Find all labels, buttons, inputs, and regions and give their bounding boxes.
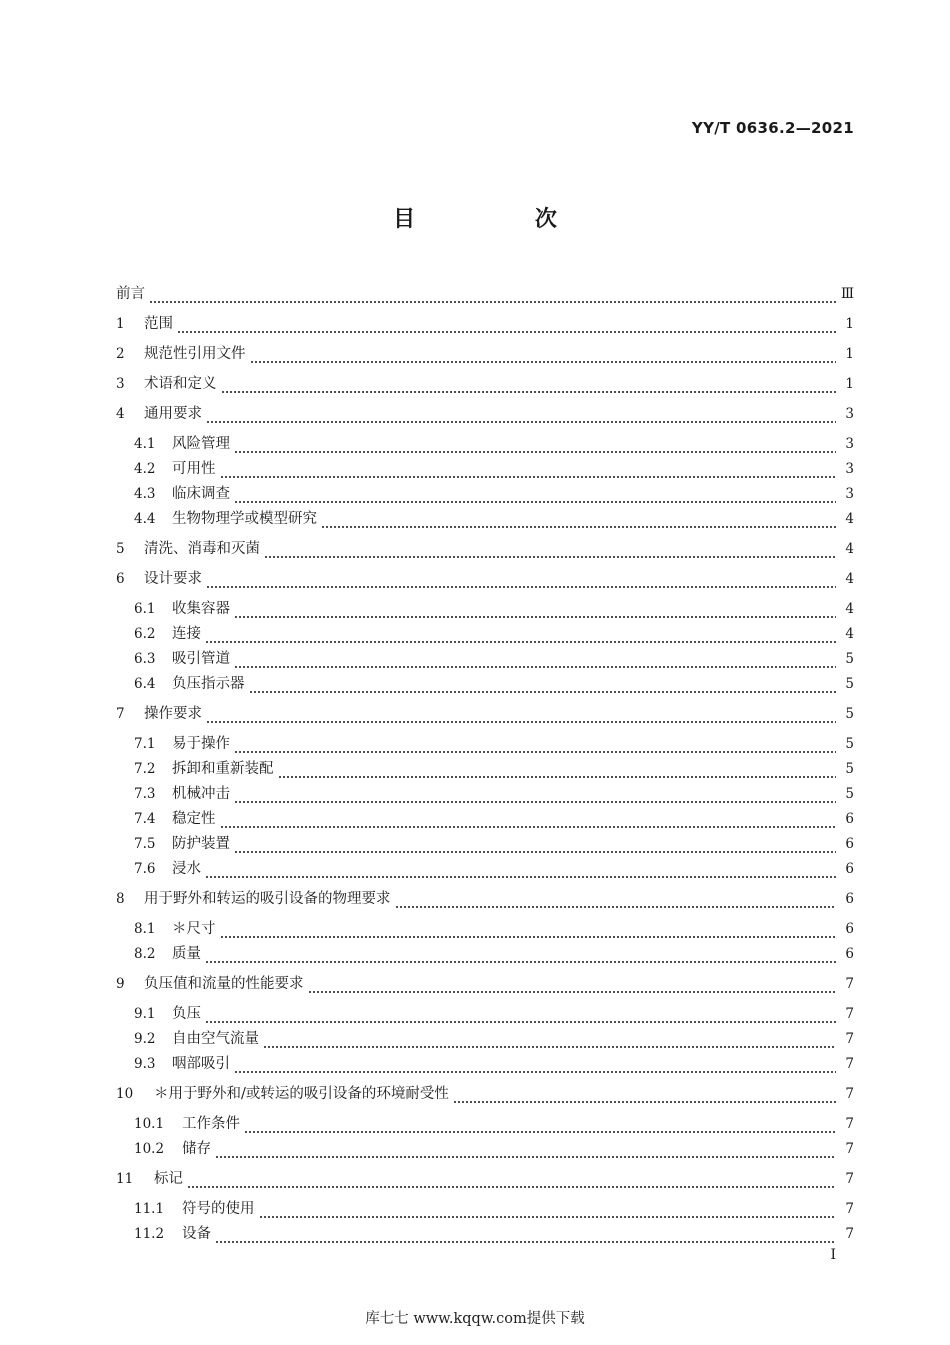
toc-entry-number: 1: [116, 316, 125, 332]
dot-leader: [263, 1043, 836, 1050]
dot-leader: [259, 1213, 837, 1220]
toc-page-number: 5: [845, 736, 854, 752]
toc-page-number: 1: [845, 346, 854, 362]
dot-leader: [187, 1183, 836, 1190]
toc-entry-number: 4.1: [134, 436, 156, 452]
toc-subentry[interactable]: [134, 673, 854, 695]
toc-page-number: 5: [845, 786, 854, 802]
footer-watermark-text: 库七七 www.kqqw.com提供下载: [365, 1311, 585, 1327]
toc-entry-number: 5: [116, 541, 125, 557]
toc-subentry[interactable]: [134, 918, 854, 940]
toc-subentry[interactable]: [134, 733, 854, 755]
toc-page-number: 3: [845, 436, 854, 452]
toc-entry-number: 4.3: [134, 486, 156, 502]
toc-entry-title: 临床调查: [172, 486, 230, 502]
toc-entry-number: 9.3: [134, 1056, 156, 1072]
toc-entry-title: 储存: [182, 1141, 211, 1157]
toc-entry[interactable]: [116, 973, 854, 995]
dot-leader: [206, 583, 836, 590]
toc-subentry[interactable]: [134, 783, 854, 805]
toc-entry-title: 拆卸和重新装配: [172, 761, 274, 777]
dot-leader: [249, 688, 837, 695]
toc-subentry[interactable]: [134, 508, 854, 530]
standard-code: YY/T 0636.2—2021: [691, 119, 854, 137]
dot-leader: [395, 903, 837, 910]
toc-entry-number: 8: [116, 891, 125, 907]
toc-subentry[interactable]: [134, 808, 854, 830]
toc-entry-number: 8.1: [134, 921, 156, 937]
toc-page-number: 4: [845, 541, 854, 557]
dot-leader: [234, 848, 836, 855]
toc-entry-number: 7.3: [134, 786, 156, 802]
toc-page-number: 7: [845, 1056, 854, 1072]
toc-entry-number: 4.4: [134, 511, 156, 527]
toc-entry-title: 生物物理学或模型研究: [172, 511, 317, 527]
toc-entry-title: 范围: [144, 316, 173, 332]
dot-leader: [234, 798, 836, 805]
page-number: I: [830, 1247, 836, 1263]
toc-entry-number: 4.2: [134, 461, 156, 477]
toc-subentry[interactable]: [134, 1138, 854, 1160]
toc-entry[interactable]: [116, 1083, 854, 1105]
dot-leader: [234, 498, 836, 505]
toc-page-number: 4: [845, 511, 854, 527]
toc-page-number: 6: [845, 946, 854, 962]
dot-leader: [264, 553, 836, 560]
toc-page-number: 3: [845, 461, 854, 477]
toc-entry[interactable]: [116, 538, 854, 560]
dot-leader: [205, 1018, 836, 1025]
toc-page-number: 4: [845, 571, 854, 587]
dot-leader: [220, 473, 837, 480]
toc-entry-title: 可用性: [172, 461, 216, 477]
toc-entry[interactable]: [116, 568, 854, 590]
toc-entry-number: 9: [116, 976, 125, 992]
toc-page-number: 3: [845, 406, 854, 422]
toc-entry-title: 工作条件: [182, 1116, 240, 1132]
toc-entry-number: 11: [116, 1171, 134, 1187]
toc-entry-title: 浸水: [172, 861, 201, 877]
dot-leader: [234, 748, 836, 755]
toc-page-number: 7: [845, 1171, 854, 1187]
dot-leader: [308, 988, 837, 995]
toc-page-number: 7: [845, 1226, 854, 1242]
toc-entry-number: 4: [116, 406, 125, 422]
toc-entry-number: 11.2: [134, 1226, 165, 1242]
toc-entry-title: 操作要求: [144, 706, 202, 722]
dot-leader: [250, 358, 837, 365]
toc-entry-title: 风险管理: [172, 436, 230, 452]
toc-entry[interactable]: [116, 888, 854, 910]
toc-entry[interactable]: [116, 1168, 854, 1190]
dot-leader: [278, 773, 837, 780]
dot-leader: [234, 1068, 836, 1075]
toc-page-number: 5: [845, 761, 854, 777]
toc-entry-number: 3: [116, 376, 125, 392]
toc-page-number: 7: [845, 976, 854, 992]
toc-page-number: 1: [845, 376, 854, 392]
toc-subentry[interactable]: [134, 458, 854, 480]
toc-entry-number: 6.4: [134, 676, 156, 692]
dot-leader: [177, 328, 836, 335]
toc-page-number: 5: [845, 651, 854, 667]
toc-entry-title: 术语和定义: [144, 376, 217, 392]
toc-entry-number: 2: [116, 346, 125, 362]
toc-entry-title: 防护装置: [172, 836, 230, 852]
toc-subentry[interactable]: [134, 1053, 854, 1075]
dot-leader: [149, 298, 836, 305]
toc-entry-title: 规范性引用文件: [144, 346, 246, 362]
toc-entry-number: 6.1: [134, 601, 156, 617]
toc-page-number: 4: [845, 626, 854, 642]
toc-entry-number: 6.3: [134, 651, 156, 667]
dot-leader: [205, 958, 836, 965]
toc-entry-title: 负压指示器: [172, 676, 245, 692]
toc-page-number: 4: [845, 601, 854, 617]
toc-entry-number: 7.6: [134, 861, 156, 877]
toc-page-number: 6: [845, 921, 854, 937]
toc-page-number: 5: [845, 676, 854, 692]
toc-entry-title: 机械冲击: [172, 786, 230, 802]
toc-entry-title: 质量: [172, 946, 201, 962]
toc-entry-number: 7.4: [134, 811, 156, 827]
toc-entry-title: 负压值和流量的性能要求: [144, 976, 304, 992]
toc-page-number: 7: [845, 1031, 854, 1047]
toc-page-number: 6: [845, 811, 854, 827]
dot-leader: [220, 933, 837, 940]
toc-entry-title: 设计要求: [144, 571, 202, 587]
toc-subentry[interactable]: [134, 1223, 854, 1245]
toc-subentry[interactable]: [134, 758, 854, 780]
toc-page-number: 7: [845, 1006, 854, 1022]
dot-leader: [215, 1153, 836, 1160]
dot-leader: [206, 718, 836, 725]
toc-entry-title: 符号的使用: [182, 1201, 255, 1217]
toc-entry-number: 7.1: [134, 736, 156, 752]
toc-entry[interactable]: [116, 703, 854, 725]
dot-leader: [453, 1098, 836, 1105]
toc-subentry[interactable]: [134, 1028, 854, 1050]
toc-page-number: 7: [845, 1141, 854, 1157]
dot-leader: [220, 823, 837, 830]
toc-entry-title: 负压: [172, 1006, 201, 1022]
dot-leader: [234, 613, 836, 620]
toc-subentry[interactable]: [134, 623, 854, 645]
toc-page-number: 7: [845, 1086, 854, 1102]
toc-page-number: 6: [845, 836, 854, 852]
toc-entry[interactable]: [116, 403, 854, 425]
dot-leader: [205, 873, 836, 880]
toc-entry-title: 吸引管道: [172, 651, 230, 667]
toc-subentry[interactable]: [134, 1198, 854, 1220]
toc-entry-title: 收集容器: [172, 601, 230, 617]
toc-subentry[interactable]: [134, 483, 854, 505]
toc-page-number: 6: [845, 891, 854, 907]
dot-leader: [244, 1128, 836, 1135]
page-title: 目 次: [393, 207, 613, 232]
toc-page-number: 7: [845, 1116, 854, 1132]
toc-page-number: 5: [845, 706, 854, 722]
toc-subentry[interactable]: [134, 648, 854, 670]
toc-entry[interactable]: [116, 343, 854, 365]
toc-entry[interactable]: [116, 283, 854, 305]
toc-entry-title: 易于操作: [172, 736, 230, 752]
toc-entry[interactable]: [116, 313, 854, 335]
toc-page-number: 7: [845, 1201, 854, 1217]
dot-leader: [234, 448, 836, 455]
dot-leader: [206, 418, 836, 425]
toc-entry-title: 自由空气流量: [172, 1031, 259, 1047]
toc-entry-title: 设备: [182, 1226, 211, 1242]
toc-subentry[interactable]: [134, 433, 854, 455]
toc-subentry[interactable]: [134, 833, 854, 855]
toc-entry-title: 前言: [116, 286, 145, 302]
dot-leader: [221, 388, 837, 395]
toc-page-number: 1: [845, 316, 854, 332]
toc-subentry[interactable]: [134, 858, 854, 880]
toc-page-number: Ⅲ: [840, 286, 854, 302]
toc-entry-number: 7.5: [134, 836, 156, 852]
toc-entry-number: 8.2: [134, 946, 156, 962]
toc-entry-number: 10: [116, 1086, 134, 1102]
toc-entry-title: 咽部吸引: [172, 1056, 230, 1072]
toc-entry-title: 清洗、消毒和灭菌: [144, 541, 260, 557]
toc-entry-number: 10.2: [134, 1141, 165, 1157]
toc-entry-number: 9.2: [134, 1031, 156, 1047]
dot-leader: [321, 523, 836, 530]
toc-subentry[interactable]: [134, 1113, 854, 1135]
toc-entry[interactable]: [116, 373, 854, 395]
toc-entry-number: 9.1: [134, 1006, 156, 1022]
toc-page-number: 3: [845, 486, 854, 502]
toc-subentry[interactable]: [134, 1003, 854, 1025]
toc-entry-title: 标记: [154, 1171, 183, 1187]
toc-entry-title: 通用要求: [144, 406, 202, 422]
dot-leader: [234, 663, 836, 670]
toc-entry-title: 用于野外和转运的吸引设备的物理要求: [144, 891, 391, 907]
toc-entry-title: ＊用于野外和/或转运的吸引设备的环境耐受性: [154, 1086, 449, 1102]
toc-subentry[interactable]: [134, 943, 854, 965]
toc-entry-title: 连接: [172, 626, 201, 642]
toc-page-number: 6: [845, 861, 854, 877]
toc-entry-title: 稳定性: [172, 811, 216, 827]
toc-entry-title: ＊尺寸: [172, 921, 216, 937]
toc-entry-number: 7.2: [134, 761, 156, 777]
dot-leader: [215, 1238, 836, 1245]
toc-entry-number: 11.1: [134, 1201, 165, 1217]
toc-entry-number: 6.2: [134, 626, 156, 642]
toc-subentry[interactable]: [134, 598, 854, 620]
toc-entry-number: 10.1: [134, 1116, 165, 1132]
toc-entry-number: 7: [116, 706, 125, 722]
toc-entry-number: 6: [116, 571, 125, 587]
dot-leader: [205, 638, 836, 645]
